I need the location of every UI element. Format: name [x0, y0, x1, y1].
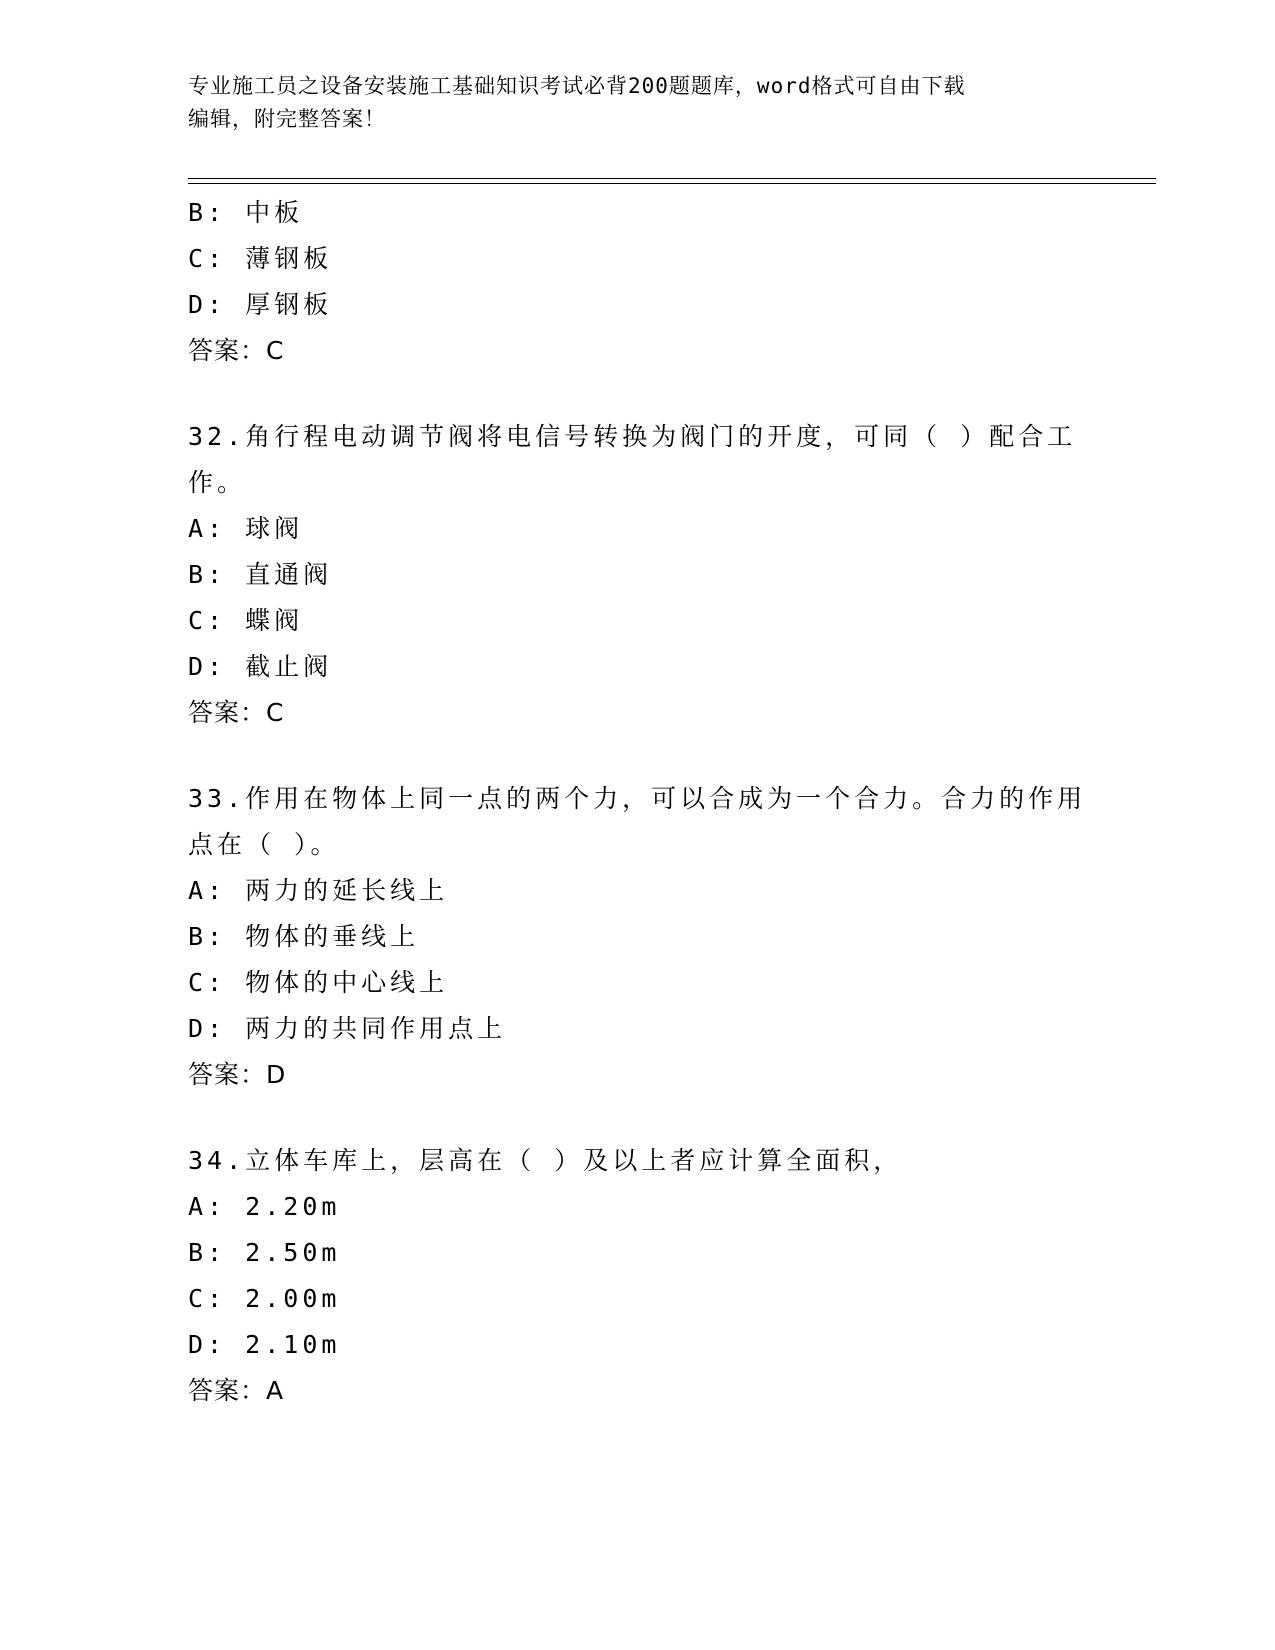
option-c: C: 物体的中心线上: [188, 968, 449, 997]
answer: 答案：D: [188, 1060, 287, 1089]
option-c: C: 蝶阀: [188, 606, 304, 635]
document-header: [188, 70, 1088, 136]
answer: 答案：C: [188, 336, 285, 365]
question-stem: 32.角行程电动调节阀将电信号转换为阀门的开度，可同（ ）配合工: [188, 422, 1077, 451]
question-list: [188, 190, 1088, 1414]
header-line-2: 编辑，附完整答案！: [188, 107, 386, 131]
option-a: A: 2.20m: [188, 1192, 341, 1221]
option-d: D: 两力的共同作用点上: [188, 1014, 507, 1043]
option-a: A: 两力的延长线上: [188, 876, 449, 905]
option-b: B: 物体的垂线上: [188, 922, 420, 951]
option-c: C: 2.00m: [188, 1284, 341, 1313]
option-b: B: 直通阀: [188, 560, 333, 589]
question-33: [188, 776, 1088, 1098]
answer: 答案：C: [188, 698, 285, 727]
header-rule-bottom: [188, 183, 1156, 184]
option-d: D: 厚钢板: [188, 290, 333, 319]
option-b: B: 2.50m: [188, 1238, 341, 1267]
question-34: [188, 1138, 1088, 1414]
question-stem-continued: 点在（ ）。: [188, 830, 340, 859]
question-stem: 33.作用在物体上同一点的两个力，可以合成为一个合力。合力的作用: [188, 784, 1087, 813]
header-rule-top: [188, 178, 1156, 179]
question-stem-continued: 作。: [188, 468, 247, 497]
option-d: D: 2.10m: [188, 1330, 341, 1359]
option-d: D: 截止阀: [188, 652, 333, 681]
option-b: B: 中板: [188, 198, 304, 227]
option-c: C: 薄钢板: [188, 244, 333, 273]
answer: 答案：A: [188, 1376, 285, 1405]
header-line-1: 专业施工员之设备安装施工基础知识考试必背200题题库，word格式可自由下载: [188, 74, 966, 98]
question-32: [188, 414, 1088, 736]
question-stem: 34.立体车库上，层高在（ ）及以上者应计算全面积，: [188, 1146, 903, 1175]
question-31-continued: [188, 190, 1088, 374]
option-a: A: 球阀: [188, 514, 304, 543]
